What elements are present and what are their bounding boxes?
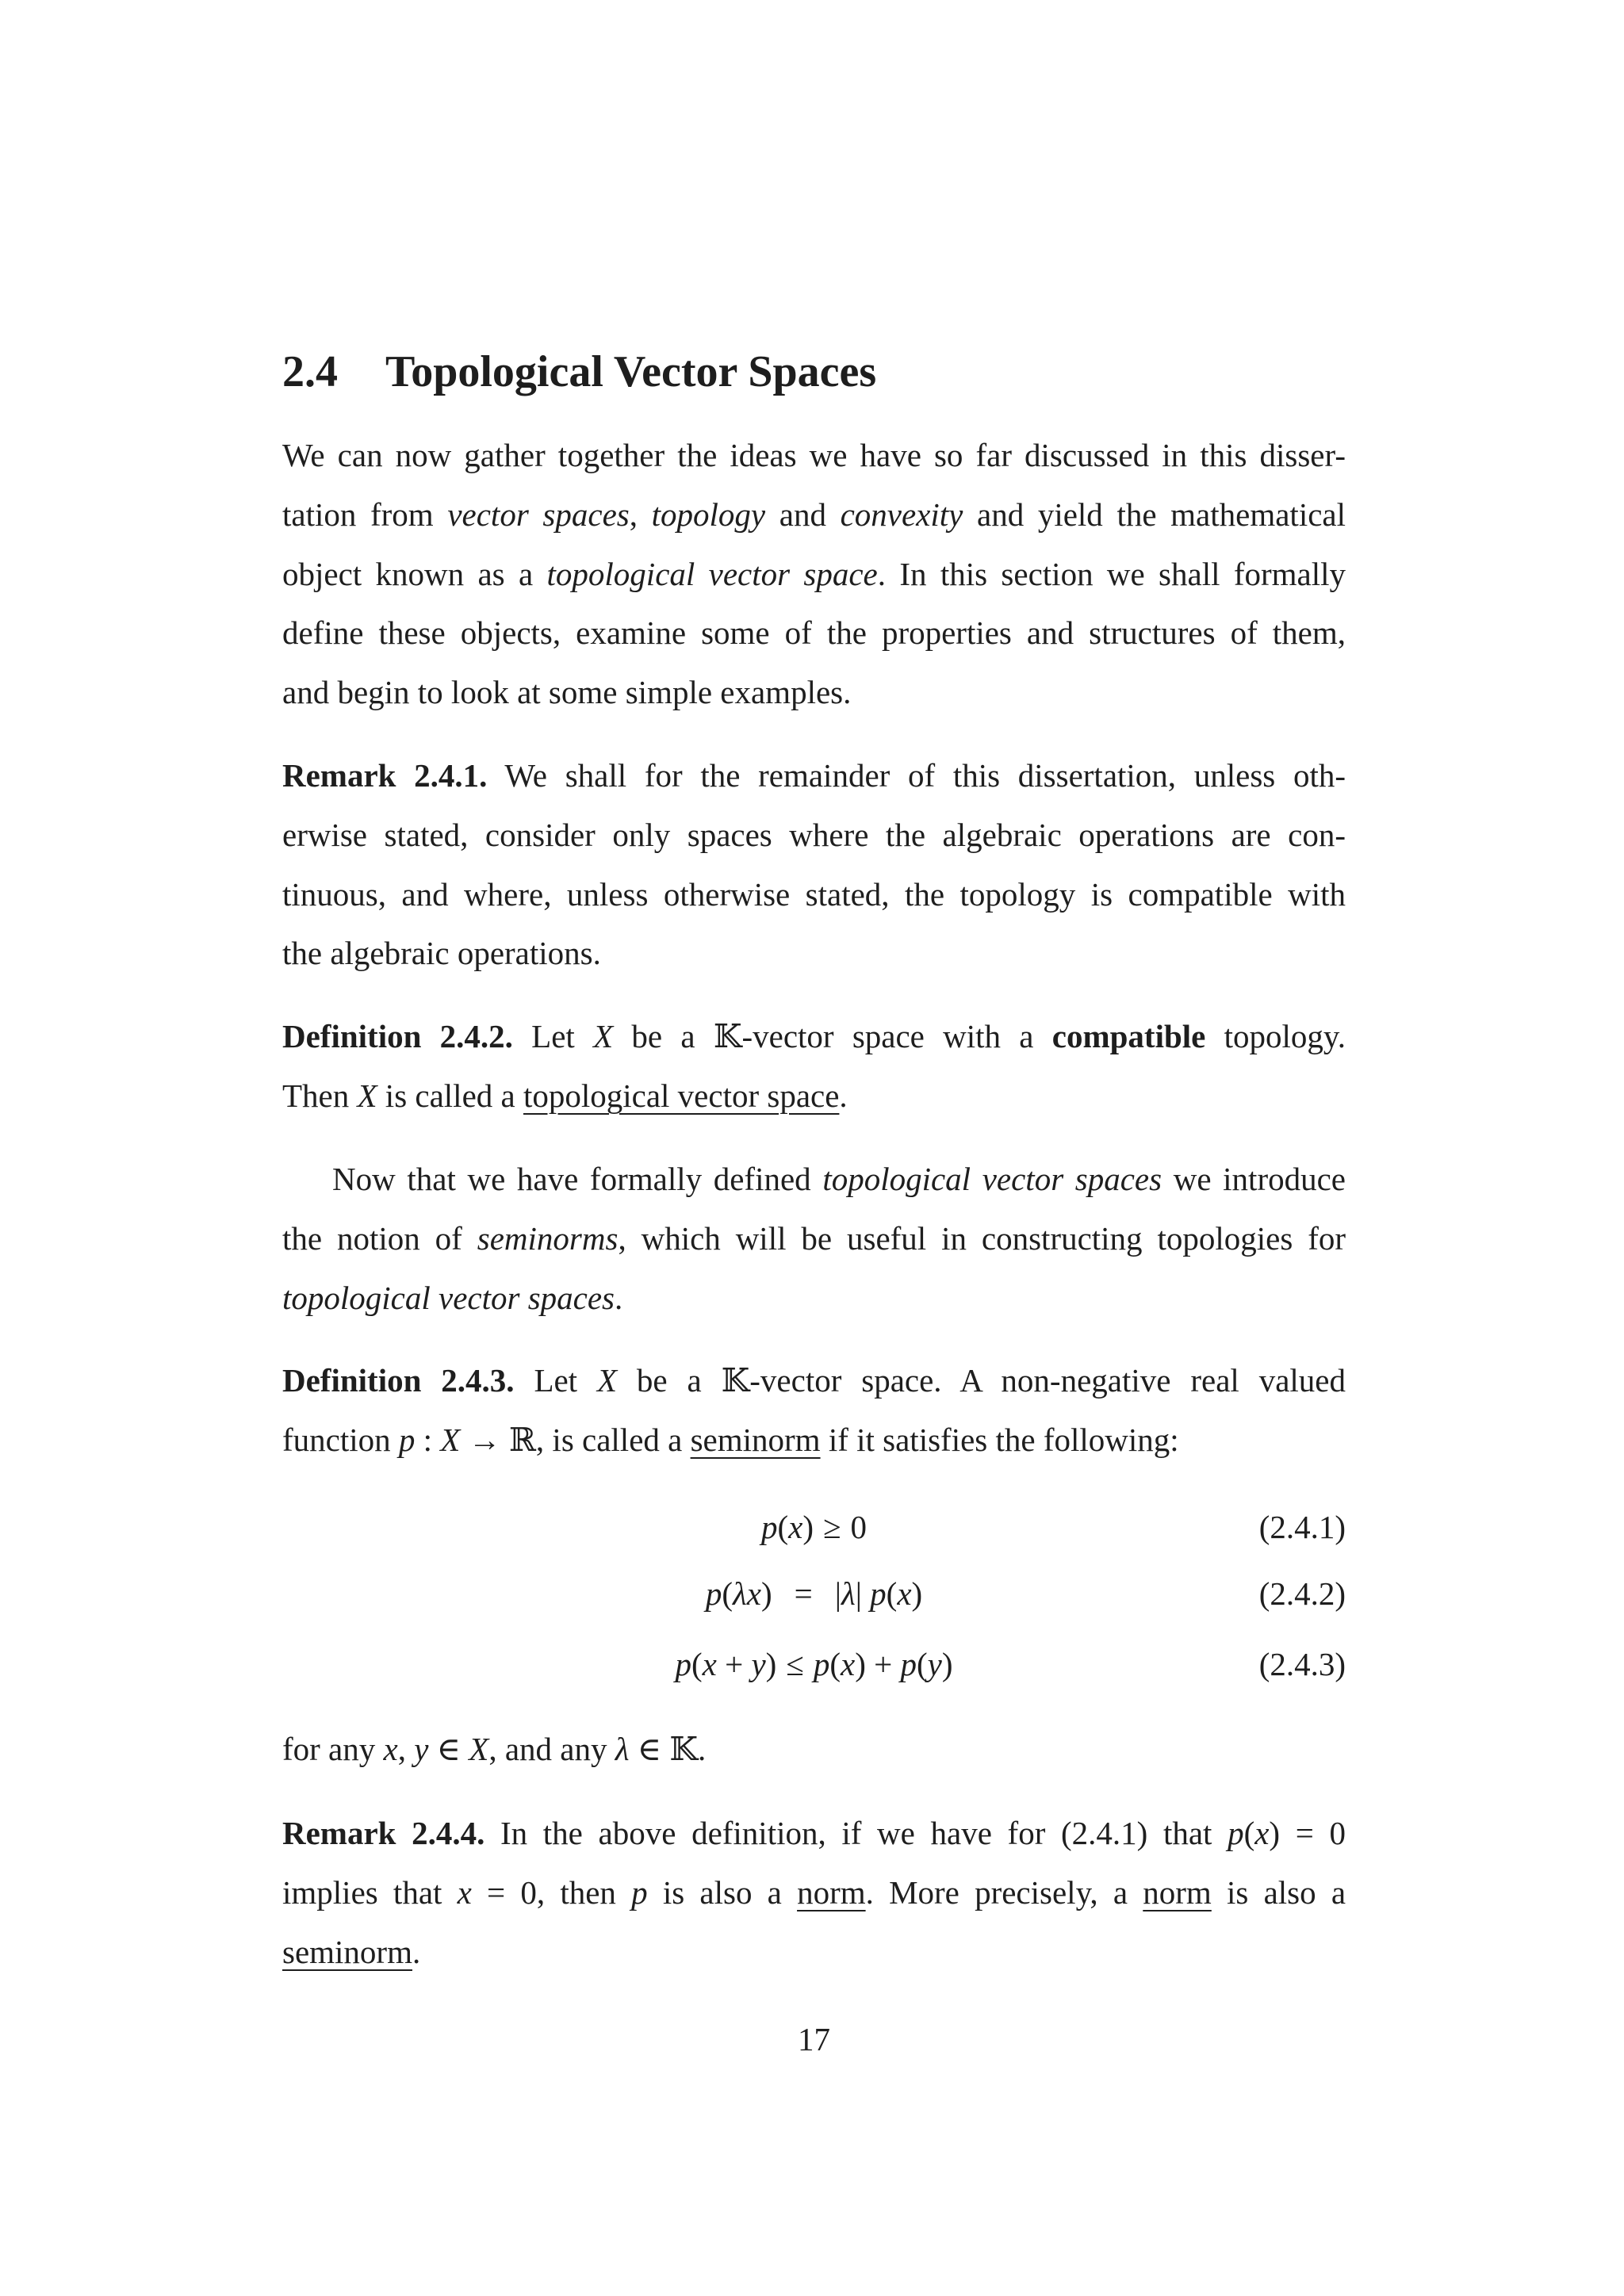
section-heading: [282, 344, 1346, 400]
text-run: In the above definition, if we have for (2.4.1) that: [485, 1815, 1228, 1851]
seminorm-intro-paragraph: [282, 1150, 1346, 1327]
text-line: [282, 1351, 1346, 1410]
text-run: implies that: [282, 1873, 458, 1911]
text-line: [282, 1863, 1346, 1923]
defined-term: norm: [1143, 1873, 1212, 1911]
math-variable: λ: [615, 1731, 630, 1767]
math-variable: x: [788, 1509, 803, 1545]
inline-math: 𝕂: [721, 1362, 750, 1399]
math-variable: p: [1228, 1815, 1244, 1851]
equation-rhs: |λ| p(x): [834, 1575, 923, 1612]
text-line: [282, 806, 1346, 865]
text-run: .: [839, 1077, 848, 1114]
math-variable: x: [383, 1731, 398, 1767]
text-run: , is called a: [535, 1421, 691, 1458]
text-line: [282, 426, 1346, 485]
math-variable: p: [760, 1509, 778, 1545]
text-run: erwise stated, consider only spaces where the algebraic operations are con-: [282, 816, 1346, 853]
emphasis: seminorms: [477, 1219, 619, 1257]
inline-math: x, y ∈ X: [383, 1731, 489, 1767]
bold-text: compatible: [1051, 1018, 1206, 1054]
bold-text: Definition 2.4.3.: [282, 1362, 515, 1399]
text-line: [282, 865, 1346, 924]
text-line: [282, 1923, 1346, 1982]
text-run: is also a: [647, 1873, 798, 1911]
equation-rhs: 0: [850, 1509, 868, 1545]
text-line: [282, 1066, 1346, 1126]
text-run: -vector space with a: [741, 1018, 1052, 1054]
equation-lhs: p(x): [760, 1509, 814, 1545]
math-variable: p: [705, 1575, 722, 1612]
text-run: Let: [514, 1362, 597, 1399]
text-run: be a: [613, 1018, 714, 1054]
emphasis: topological vector spaces: [282, 1279, 615, 1316]
text-run: and begin to look at some simple examples.: [282, 674, 852, 711]
math-variable: p: [900, 1646, 917, 1682]
page-number: 17: [798, 2021, 830, 2057]
quantifier-line: [282, 1720, 1346, 1779]
equation-2-4-2: [282, 1564, 1346, 1624]
math-variable: λ: [841, 1575, 856, 1612]
text-line: [282, 485, 1346, 545]
equation-number: (2.4.3): [1258, 1646, 1346, 1682]
text-run: function: [282, 1421, 399, 1458]
text-run: Let: [512, 1018, 594, 1054]
text-run: .: [697, 1731, 707, 1767]
inline-math: [631, 1874, 648, 1911]
inline-math: x = 0: [457, 1873, 537, 1911]
text-run: , which will be useful in constructing topologies for: [618, 1219, 1346, 1257]
text-run: topology.: [1205, 1018, 1346, 1054]
math-variable: p: [398, 1421, 416, 1458]
equation-2-4-1: [282, 1498, 1346, 1557]
text-run: . More precisely, a: [865, 1873, 1143, 1911]
text-run: we introduce: [1162, 1161, 1346, 1197]
defined-term: norm: [797, 1873, 866, 1911]
defined-term: seminorm: [282, 1933, 412, 1970]
section-title: Topological Vector Spaces: [385, 347, 877, 396]
equation-number: (2.4.1): [1258, 1509, 1346, 1545]
text-line: [282, 746, 1346, 806]
text-run: is also a: [1211, 1873, 1346, 1911]
text-run: We shall for the remainder of this dissertation, unless oth-: [487, 757, 1346, 794]
math-variable: y: [751, 1646, 766, 1682]
definition-2-4-2: [282, 1007, 1346, 1126]
text-run: is called a: [377, 1077, 523, 1114]
text-run: ,: [629, 496, 652, 533]
text-run: , then: [536, 1873, 632, 1911]
text-run: , and any: [488, 1731, 615, 1767]
math-variable: x: [897, 1575, 912, 1612]
math-variable: p: [813, 1646, 830, 1682]
text-line: [282, 545, 1346, 604]
math-variable: X: [596, 1362, 618, 1399]
text-line: [282, 603, 1346, 663]
math-variable: x: [841, 1646, 856, 1682]
equation-lhs: p(x + y): [675, 1646, 777, 1682]
text-line: [282, 1150, 1346, 1209]
text-run: the notion of: [282, 1219, 477, 1257]
inline-math: 𝕂: [713, 1018, 742, 1054]
emphasis: topological vector space: [546, 555, 878, 592]
text-line: [282, 1269, 1346, 1328]
text-run: if it satisfies the following:: [820, 1421, 1179, 1458]
bold-text: Remark 2.4.1.: [282, 757, 488, 794]
math-variable: y: [414, 1731, 429, 1767]
intro-paragraph: [282, 426, 1346, 722]
text-line: [282, 1804, 1346, 1863]
inline-math: [358, 1077, 377, 1114]
inline-math: λ ∈ 𝕂: [615, 1731, 698, 1767]
math-variable: x: [457, 1873, 472, 1911]
inline-math: p : X → ℝ: [398, 1421, 536, 1458]
inline-math: [593, 1018, 613, 1054]
inline-math: [597, 1362, 617, 1399]
text-run: object known as a: [282, 555, 547, 592]
text-run: be a: [617, 1362, 722, 1399]
text-line: [282, 1209, 1346, 1269]
text-run: .: [615, 1279, 623, 1316]
text-line: [282, 1720, 1346, 1779]
equation-body: [761, 1509, 867, 1545]
equation-body: [675, 1646, 952, 1682]
equation-number: (2.4.2): [1258, 1575, 1346, 1612]
math-variable: x: [746, 1575, 761, 1612]
math-variable: p: [631, 1873, 648, 1911]
math-variable: p: [870, 1575, 887, 1612]
math-variable: X: [440, 1421, 461, 1458]
text-run: and yield the mathematical: [963, 496, 1346, 533]
text-run: tation from: [282, 496, 448, 533]
text-run: define these objects, examine some of the properties and structures of them,: [282, 614, 1346, 652]
equation-relation: =: [794, 1575, 813, 1612]
emphasis: topological vector spaces: [822, 1161, 1162, 1197]
math-variable: x: [1254, 1815, 1270, 1851]
text-line: [282, 924, 1346, 983]
equation-lhs: p(λx): [705, 1575, 772, 1612]
math-variable: X: [593, 1018, 614, 1054]
text-run: Now that we have formally defined: [332, 1161, 823, 1197]
equation-relation: ≥: [823, 1509, 841, 1545]
text-run: . In this section we shall formally: [877, 555, 1346, 592]
text-run: Then: [282, 1077, 358, 1114]
text-run: -vector space. A non-negative real valued: [749, 1362, 1346, 1399]
equation-rhs: p(x) + p(y): [813, 1646, 953, 1682]
text-run: tinuous, and where, unless otherwise stated, the topology is compatible with: [282, 875, 1346, 913]
emphasis: convexity: [840, 496, 963, 533]
text-line: [282, 1410, 1346, 1470]
emphasis: topology: [651, 496, 766, 533]
emphasis: vector spaces: [447, 496, 630, 533]
definition-2-4-3: [282, 1351, 1346, 1470]
math-variable: X: [469, 1731, 489, 1767]
math-variable: x: [702, 1646, 717, 1682]
text-line: [282, 663, 1346, 722]
remark-2-4-4: [282, 1804, 1346, 1981]
defined-term: seminorm: [690, 1421, 821, 1458]
equation-relation: ≤: [786, 1646, 804, 1682]
math-variable: y: [927, 1646, 942, 1682]
section-number: 2.4: [282, 347, 338, 396]
text-run: for any: [282, 1731, 384, 1767]
text-run: and: [765, 496, 841, 533]
bold-text: Definition 2.4.2.: [282, 1018, 513, 1054]
equation-2-4-3: [282, 1635, 1346, 1694]
equation-body: [706, 1575, 922, 1612]
text-run: We can now gather together the ideas we have so far discussed in this disser-: [282, 437, 1346, 473]
remark-2-4-1: [282, 746, 1346, 983]
text-line: [282, 1007, 1346, 1066]
text-run: .: [412, 1933, 421, 1970]
math-variable: X: [357, 1077, 377, 1114]
math-variable: λ: [732, 1575, 747, 1612]
defined-term: topological vector space: [523, 1077, 840, 1114]
math-variable: p: [675, 1646, 691, 1682]
text-run: the algebraic operations.: [282, 935, 601, 972]
inline-math: p(x) = 0: [1228, 1815, 1346, 1851]
bold-text: Remark 2.4.4.: [282, 1815, 485, 1851]
